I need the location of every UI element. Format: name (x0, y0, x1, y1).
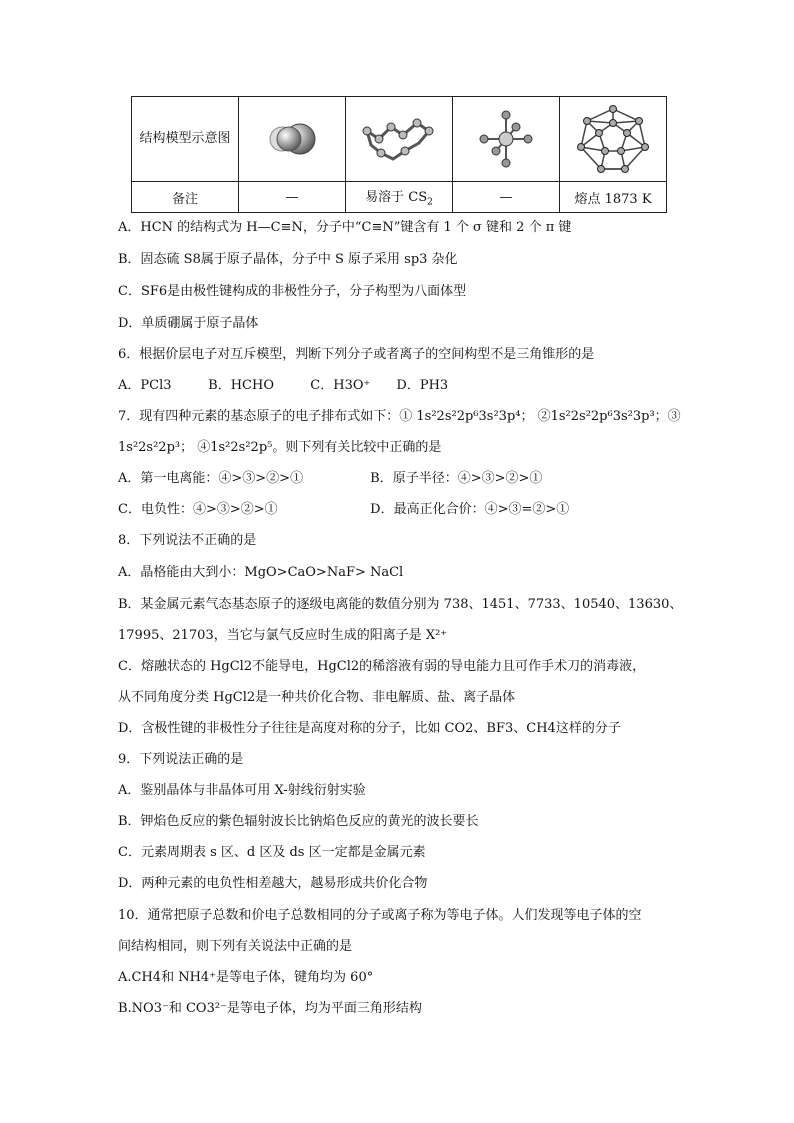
q8-option-c-line2: 从不同角度分类 HgCl2是一种共价化合物、非电解质、盐、离子晶体 (118, 690, 516, 705)
q7-option-a: A．第一电离能：④>③>②>① (118, 471, 304, 486)
q7-option-b: B．原子半径：④>③>②>① (370, 471, 543, 486)
boron-model-cell (560, 97, 667, 182)
q8-stem: 8．下列说法不正确的是 (118, 533, 257, 548)
q10-stem-line2: 间结构相同，则下列有关说法中正确的是 (118, 939, 353, 954)
q7-stem-line2: 1s²2s²2p³； ④1s²2s²2p⁵。则下列有关比较中正确的是 (118, 440, 442, 455)
q5-option-a: A．HCN 的结构式为 H—C≡N，分子中“C≡N”键含有 1 个 σ 键和 2 个 π 键 (118, 220, 572, 235)
header-label: 结构模型示意图 (139, 131, 231, 146)
q10-stem-line1: 10．通常把原子总数和价电子总数相同的分子或离子称为等电子体。人们发现等电子体的空 (118, 908, 642, 923)
q9-option-d: D．两种元素的电负性相差越大，越易形成共价化合物 (118, 876, 428, 891)
q8-option-b-line1: B．某金属元素气态基态原子的逐级电离能的数值分别为 738、1451、7733、10540、13630、 (118, 597, 683, 612)
s8-ring-model-icon (357, 109, 441, 169)
q8-option-c-line1: C．熔融状态的 HgCl2不能导电，HgCl2的稀溶液有弱的导电能力且可作手术刀的消毒液， (118, 659, 646, 674)
q6-option-b: B．HCHO (208, 378, 274, 393)
q7-options-row2 (118, 501, 569, 519)
q5-option-c: C．SF6是由极性键构成的非极性分子，分子构型为八面体型 (118, 284, 467, 299)
hcn-ball-model-icon (262, 114, 322, 164)
boron-icosahedron-model-icon (575, 103, 651, 175)
q7-options-row1 (118, 470, 542, 488)
q8-option-d: D．含极性键的非极性分子往往是高度对称的分子，比如 CO2、BF3、CH4这样的分子 (118, 721, 621, 736)
structure-model-table (131, 96, 667, 213)
q6-stem: 6．根据价层电子对互斥模型，判断下列分子或者离子的空间构型不是三角锥形的是 (118, 347, 595, 362)
s8-model-cell (346, 97, 453, 182)
header-cell (132, 97, 239, 182)
note-label-cell: 备注 (132, 182, 239, 213)
note-boron: 熔点 1873 K (560, 182, 667, 213)
q10-option-a: A.CH4和 NH4⁺是等电子体，键角均为 60° (118, 970, 374, 985)
q7-stem-line1: 7．现有四种元素的基态原子的电子排布式如下：① 1s²2s²2p⁶3s²3p⁴； ②1s²2s²2p⁶3s²3p³；③ (118, 409, 681, 424)
q9-stem: 9．下列说法正确的是 (118, 752, 244, 767)
q6-options (118, 377, 448, 395)
note-hcn: — (239, 182, 346, 213)
sf6-octahedron-model-icon (474, 107, 538, 171)
q10-option-b: B.NO3⁻和 CO3²⁻是等电子体，均为平面三角形结构 (118, 1001, 422, 1016)
q6-option-a: A．PCl3 (118, 378, 172, 393)
sf6-model-cell (453, 97, 560, 182)
q5-option-d: D．单质硼属于原子晶体 (118, 316, 259, 331)
q8-option-b-line2: 17995、21703，当它与氯气反应时生成的阳离子是 X²⁺ (118, 628, 448, 643)
note-s8: 易溶于 $CS_2$ (346, 182, 453, 213)
q9-option-c: C．元素周期表 s 区、d 区及 ds 区一定都是金属元素 (118, 845, 426, 860)
q7-option-c: C．电负性：④>③>②>① (118, 502, 278, 517)
q8-option-a: A．晶格能由大到小：MgO>CaO>NaF> NaCl (118, 565, 404, 580)
q6-option-c: C．H3O⁺ (310, 378, 371, 393)
note-sf6: — (453, 182, 560, 213)
q5-option-b: B．固态硫 S8属于原子晶体，分子中 S 原子采用 sp3 杂化 (118, 252, 458, 267)
hcn-model-cell (239, 97, 346, 182)
q9-option-b: B．钾焰色反应的紫色辐射波长比钠焰色反应的黄光的波长要长 (118, 814, 479, 829)
q6-option-d: D．PH3 (396, 378, 449, 393)
q7-option-d: D．最高正化合价：④>③=②>① (370, 502, 570, 517)
q9-option-a: A．鉴别晶体与非晶体可用 X-射线衍射实验 (118, 783, 366, 798)
